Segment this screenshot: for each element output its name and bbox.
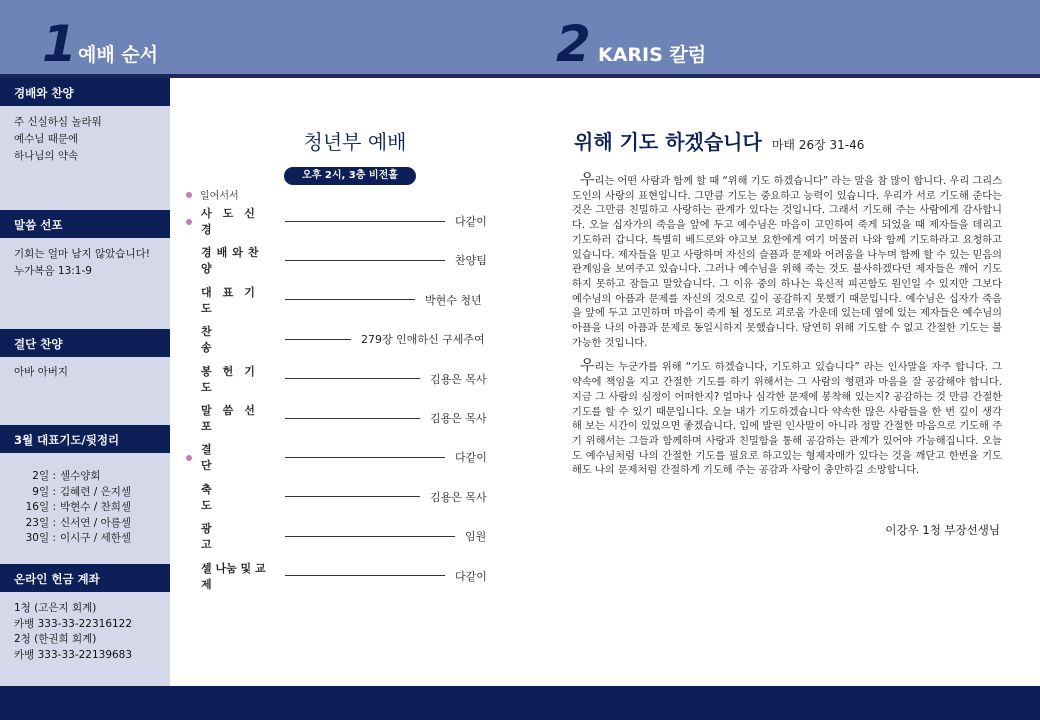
order-row — [186, 522, 496, 552]
leader-line — [285, 457, 445, 458]
order-row — [186, 482, 496, 512]
order-row — [186, 207, 496, 236]
order-item-leader: 김용은 목사 — [430, 490, 487, 504]
order-item-name: 결단 — [201, 443, 262, 473]
prayer-row — [0, 500, 170, 516]
paragraph-initial: 우 — [580, 170, 595, 188]
order-dot-slot — [186, 215, 201, 228]
prayer-names: 신서연 / 아름셀 — [60, 516, 132, 529]
paragraph-text: 리는 누군가를 위해 “기도 하겠습니다, 기도하고 있습니다” 라는 인사말을 자주 합니다. 그 약속에 책임을 지고 간절한 기도를 하기 위해서는 그 사람의 형편과 마음을 잘 공감해야 합니다. 지금 그 사람의 심정이 어떠한지? 얼마나 심각한 문제에 봉착해 있는지? 공감하는 것 만큼 간절한 기도를 할 수 있기 때문입니다. 오늘 내가 기도하겠습니다 약속한 많은 사람들을 한 번 깊이 생각해 보는 시간이 있었으면 좋겠습니다. 입에 발린 인사말이 아니라 정말 간절한 마음으로 기도해 주기 위해서는 그들과 함께하며 사랑과 친밀함을 통해 공감하는 관계가 있어야 가능해집니다. 오늘도 예수님처럼 나의 간절한 기도를 필요로 하고있는 형제자매가 있다는 것을 깨닫고 한번을 기도해도 나의 문제처럼 간절하게 기도해 주는 공감과 사랑이 충만하길 소망합니다. — [572, 362, 1002, 477]
column-paragraph — [572, 172, 1002, 351]
standing-label: 일어서서 — [200, 191, 239, 202]
account-line: 카뱅 333-33-22139683 — [14, 648, 133, 661]
standing-dot-icon — [186, 455, 192, 461]
leader-line — [285, 260, 445, 261]
prayer-row — [0, 531, 170, 547]
order-item-leader: 279장 인애하신 구세주여 — [361, 333, 485, 347]
order-row — [186, 325, 496, 355]
leader-line — [285, 299, 415, 300]
service-title: 청년부 예배 — [303, 130, 407, 154]
leader-line — [285, 221, 445, 222]
footer-bar — [0, 686, 1040, 720]
account-list — [14, 601, 132, 663]
order-item-leader: 다같이 — [455, 215, 487, 228]
standing-dot-icon — [186, 192, 192, 198]
order-item-name: 축도 — [201, 482, 262, 512]
prayer-names: 셀수양회 — [60, 470, 101, 482]
prayer-names: 박현수 / 찬희셀 — [60, 501, 132, 513]
prayer-day: 2일 : — [32, 470, 56, 482]
order-item-leader: 다같이 — [455, 451, 487, 465]
prayer-day: 23일 : — [25, 516, 56, 529]
standing-dot-icon — [186, 219, 192, 225]
standing-legend — [186, 187, 239, 202]
order-item-leader: 김용은 목사 — [430, 412, 487, 425]
praise-song: 예수님 때문에 — [14, 133, 79, 145]
account-line: 카뱅 333-33-22316122 — [14, 617, 133, 630]
prayer-day: 16일 : — [25, 501, 56, 513]
section-title-order: 예배 순서 — [78, 44, 159, 66]
sidebar — [0, 78, 170, 686]
section-number-2: 2 — [556, 15, 591, 73]
order-item-name: 경배와찬양 — [201, 246, 264, 276]
order-item-name: 말씀선포 — [201, 404, 266, 433]
praise-heading: 경배와 찬양 — [0, 78, 170, 106]
order-row — [186, 364, 496, 394]
praise-song: 주 신실하심 놀라워 — [14, 116, 102, 128]
order-row — [186, 443, 496, 473]
column-heading — [574, 126, 864, 155]
praise-song-list — [14, 114, 102, 165]
sermon-passage: 누가복음 13:1-9 — [14, 265, 92, 277]
column-reference: 마태 26장 31-46 — [771, 138, 865, 152]
order-item-name: 봉헌기도 — [201, 364, 266, 394]
leader-line — [285, 575, 445, 576]
order-row — [186, 285, 496, 315]
section-title-column: KARIS 칼럼 — [598, 44, 707, 66]
word-heading: 말씀 선포 — [0, 210, 170, 238]
prayer-schedule — [0, 469, 170, 547]
order-item-leader: 다같이 — [455, 569, 487, 583]
leader-line — [285, 418, 420, 419]
order-item-leader: 찬양팀 — [455, 254, 487, 268]
prayer-names: 이시구 / 세한셀 — [60, 532, 132, 544]
leader-line — [285, 378, 420, 379]
column-signature: 이강우 1청 부장선생님 — [885, 523, 1000, 537]
order-row — [186, 246, 496, 276]
service-time-badge: 오후 2시, 3층 비전홀 — [284, 167, 416, 185]
decision-song: 아바 아버지 — [14, 366, 69, 378]
prayer-names: 김혜련 / 은지셀 — [60, 485, 132, 498]
praise-song: 하나님의 약속 — [14, 150, 79, 162]
order-item-name: 셀 나눔 및 교제 — [201, 561, 266, 591]
sermon-title: 기회는 얼마 남지 않았습니다! — [14, 248, 150, 260]
order-item-name: 대표기도 — [201, 285, 266, 315]
order-item-name: 광고 — [201, 522, 262, 552]
prayer-day: 9일 : — [32, 485, 56, 498]
leader-line — [285, 496, 420, 497]
order-row — [186, 404, 496, 433]
paragraph-text: 리는 어떤 사람과 함께 할 때 “위해 기도 하겠습니다” 라는 말을 참 많이 합니다. 우리 그리스도인의 사랑의 표현입니다. 그만큼 기도는 중요하고 능력이 있습니다. 우리가 서로 기도해 준다는 것은 그만큼 친밀하고 사랑하는 관계가 있다는 것입니다. 그래서 기도해 주는 사람에게 감사합니다. 오늘 십자가의 죽음을 앞에 두고 예수님은 마음이 고민하여 죽게 되었을 때 제자들을 데리고 기도하러 갑니다. 특별히 베드로와 야고보 요한에게 여기 머물러 나와 함께 기도하라고 요청하고 있습니다. 제자들을 믿고 사랑하며 자신의 슬픔과 문제와 어려움을 나누며 함께 할 수 있는 믿음의 관계임을 보여주고 있습니다. 그러나 예수님을 위해 죽는 것도 불사하겠다던 제자들은 깨어 기도하지 못하고 잠들고 말았습니다. 그 이유 중의 하나는 육신적 피곤함도 원인일 수 있지만 그보다 예수님의 아픔과 문제를 자신의 것으로 깊이 공감하지 못했기 때문입니다. 예수님은 십자가 죽음을 앞에 두고 고민하며 마음이 죽게 될 정도로 괴로움 가운데 있는데 옆에 있는 제자들은 예수님의 아픔을 나의 아픔과 문제로 동일시하지 못했습니다. 당연히 위해 기도할 수 없고 간절한 기도는 불가능한 것입니다. — [572, 176, 1002, 349]
order-item-leader: 김용은 목사 — [430, 372, 487, 386]
prayer-row — [0, 485, 170, 501]
paragraph-initial: 우 — [580, 356, 595, 375]
order-row — [186, 561, 496, 591]
account-line: 2청 (한권희 회계) — [14, 633, 97, 645]
offering-heading: 온라인 헌금 계좌 — [0, 564, 170, 592]
order-item-leader: 박현수 청년 — [425, 293, 482, 307]
sermon-info — [14, 246, 150, 280]
column-body — [572, 172, 1002, 486]
order-item-name: 찬송 — [201, 325, 262, 355]
order-item-leader: 임원 — [465, 530, 487, 544]
order-dot-slot — [186, 451, 201, 464]
section-number-1: 1 — [42, 15, 77, 73]
column-title: 위해 기도 하겠습니다 — [574, 130, 762, 154]
leader-line — [285, 339, 351, 340]
leader-line — [285, 536, 455, 537]
account-line: 1청 (고은지 회계) — [14, 602, 97, 614]
prayer-heading: 3월 대표기도/뒷정리 — [0, 425, 170, 453]
prayer-day: 30일 : — [25, 532, 56, 544]
column-paragraph — [572, 358, 1002, 479]
prayer-row — [0, 469, 170, 485]
order-item-name: 사도신경 — [201, 207, 266, 236]
prayer-row — [0, 516, 170, 532]
decision-heading: 결단 찬양 — [0, 329, 170, 357]
